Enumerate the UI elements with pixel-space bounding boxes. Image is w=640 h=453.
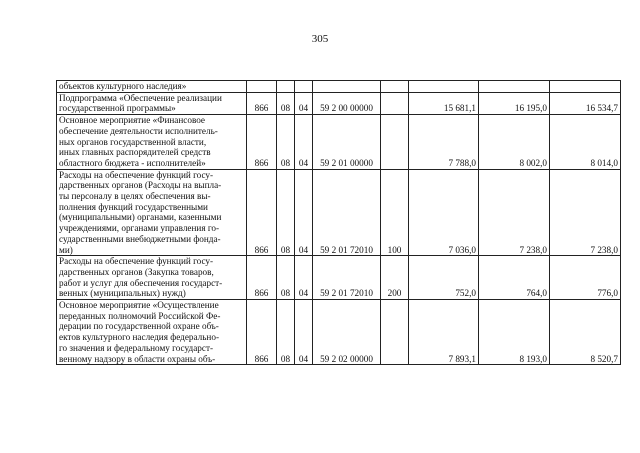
target-article-cell: 59 2 01 72010	[313, 256, 381, 300]
amount-year2-cell	[479, 81, 550, 93]
row-name-line: дарственных органов (Закупка товаров,	[59, 266, 214, 277]
row-name-line: венных (муниципальных) нужд)	[59, 288, 186, 299]
row-name-line: ных органов государственной власти,	[59, 136, 207, 147]
section-cell: 08	[277, 115, 295, 170]
budget-table-body	[57, 81, 621, 365]
row-name-line: полнения функций государственными	[59, 201, 208, 212]
amount-year1-cell: 752,0	[409, 256, 479, 300]
table-row	[57, 256, 621, 300]
row-name-line: венному надзору в области охраны объ-	[59, 353, 216, 364]
amount-year1-cell: 7 893,1	[409, 300, 479, 365]
row-name-cell	[57, 256, 247, 300]
row-name-line: го значения и федеральному государст-	[59, 342, 214, 353]
row-name-line: ектов культурного наследия федерально-	[59, 332, 219, 343]
amount-year2-cell: 16 195,0	[479, 92, 550, 114]
admin-code-cell: 866	[247, 256, 277, 300]
row-name-line: объектов культурного наследия»	[59, 81, 187, 91]
row-name-cell	[57, 169, 247, 256]
target-article-cell: 59 2 01 72010	[313, 169, 381, 256]
row-name-line: Подпрограмма «Обеспечение реализации	[59, 92, 222, 103]
row-name-line: Расходы на обеспечение функций госу-	[59, 256, 214, 267]
admin-code-cell: 866	[247, 92, 277, 114]
expense-type-cell	[381, 300, 409, 365]
row-name-line: Основное мероприятие «Финансовое	[59, 115, 206, 126]
target-article-cell	[313, 81, 381, 93]
row-name-line: государственной программы»	[59, 103, 176, 114]
section-cell: 08	[277, 169, 295, 256]
expense-type-cell	[381, 81, 409, 93]
row-name-line: областного бюджета - исполнителей»	[59, 157, 206, 168]
amount-year3-cell: 16 534,7	[550, 92, 621, 114]
subsection-cell: 04	[295, 300, 313, 365]
row-name-line: ты персоналу в целях обеспечения вы-	[59, 191, 211, 202]
amount-year3-cell: 8 014,0	[550, 115, 621, 170]
section-cell	[277, 81, 295, 93]
row-name-cell	[57, 81, 247, 93]
amount-year1-cell: 15 681,1	[409, 92, 479, 114]
table-row	[57, 169, 621, 256]
amount-year2-cell: 764,0	[479, 256, 550, 300]
page-number: 305	[311, 33, 329, 45]
expense-type-cell: 100	[381, 169, 409, 256]
amount-year3-cell: 8 520,7	[550, 300, 621, 365]
admin-code-cell: 866	[247, 169, 277, 256]
budget-table	[56, 80, 621, 365]
amount-year1-cell: 7 036,0	[409, 169, 479, 256]
row-name-line: Основное мероприятие «Осуществление	[59, 300, 219, 311]
target-article-cell: 59 2 02 00000	[313, 300, 381, 365]
row-name-line: дарственных органов (Расходы на выпла-	[59, 180, 222, 191]
amount-year3-cell: 776,0	[550, 256, 621, 300]
section-cell: 08	[277, 256, 295, 300]
row-name-line: переданных полномочий Российской Фе-	[59, 310, 221, 321]
amount-year2-cell: 8 002,0	[479, 115, 550, 170]
table-row	[57, 81, 621, 93]
admin-code-cell: 866	[247, 300, 277, 365]
table-row	[57, 92, 621, 114]
row-name-line: обеспечение деятельности исполнитель-	[59, 125, 218, 136]
subsection-cell: 04	[295, 169, 313, 256]
section-cell: 08	[277, 92, 295, 114]
admin-code-cell	[247, 81, 277, 93]
row-name-line: сударственными внебюджетными фонда-	[59, 233, 221, 244]
row-name-cell	[57, 115, 247, 170]
target-article-cell: 59 2 01 00000	[313, 115, 381, 170]
amount-year3-cell: 7 238,0	[550, 169, 621, 256]
target-article-cell: 59 2 00 00000	[313, 92, 381, 114]
subsection-cell	[295, 81, 313, 93]
row-name-cell	[57, 92, 247, 114]
subsection-cell: 04	[295, 256, 313, 300]
expense-type-cell	[381, 115, 409, 170]
row-name-line: дерации по государственной охране объ-	[59, 321, 219, 332]
amount-year2-cell: 7 238,0	[479, 169, 550, 256]
expense-type-cell	[381, 92, 409, 114]
row-name-line: работ и услуг для обеспечения государст-	[59, 277, 223, 288]
table-row	[57, 300, 621, 365]
expense-type-cell: 200	[381, 256, 409, 300]
subsection-cell: 04	[295, 115, 313, 170]
row-name-line: учреждениями, органами управления го-	[59, 223, 220, 234]
row-name-line: иных главных распорядителей средств	[59, 147, 211, 158]
amount-year1-cell: 7 788,0	[409, 115, 479, 170]
row-name-line: (муниципальными) органами, казенными	[59, 212, 222, 223]
amount-year3-cell	[550, 81, 621, 93]
row-name-line: ми)	[59, 244, 73, 255]
admin-code-cell: 866	[247, 115, 277, 170]
amount-year1-cell	[409, 81, 479, 93]
section-cell: 08	[277, 300, 295, 365]
table-row	[57, 115, 621, 170]
amount-year2-cell: 8 193,0	[479, 300, 550, 365]
subsection-cell: 04	[295, 92, 313, 114]
row-name-line: Расходы на обеспечение функций госу-	[59, 169, 214, 180]
row-name-cell	[57, 300, 247, 365]
